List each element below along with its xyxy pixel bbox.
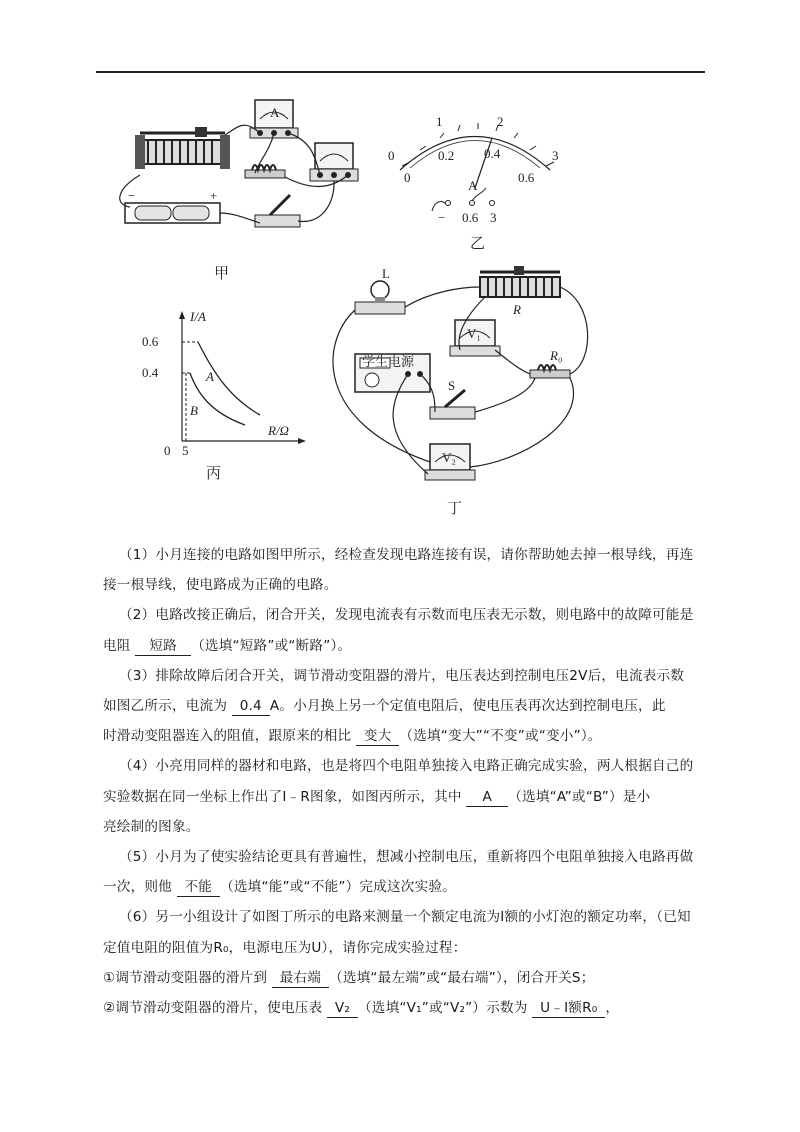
svg-text:V₁: V₁	[467, 326, 481, 341]
svg-text:B: B	[190, 403, 198, 418]
q5-line2	[103, 872, 703, 902]
top-rule	[96, 71, 705, 73]
q6-step2-answer2: U﹣I额R₀	[532, 999, 605, 1018]
q3-pre: 如图乙所示，电流为	[103, 698, 228, 715]
svg-text:0.6: 0.6	[462, 210, 479, 225]
caption-jia: 甲	[214, 264, 230, 282]
voltmeter-v2-icon	[425, 444, 475, 480]
svg-text:2: 2	[497, 114, 504, 129]
q3-post2: （选填“变大”“不变”或“变小”）。	[399, 728, 602, 745]
svg-text:0.4: 0.4	[484, 146, 501, 161]
q6-step2-answer1: V₂	[327, 999, 358, 1018]
q4-line2-text: 实验数据在同一坐标上作出了I﹣R图象，如图丙所示，其中	[103, 788, 462, 805]
q6-step2-post: ，	[605, 1000, 620, 1017]
caption-yi: 乙	[470, 234, 486, 252]
svg-text:学生电源: 学生电源	[362, 354, 415, 369]
svg-text:5: 5	[182, 443, 189, 458]
switch-icon	[430, 390, 475, 419]
q6-step2-mid: （选填“V₁”或“V₂”）示数为	[357, 1000, 528, 1017]
svg-text:I/A: I/A	[190, 309, 206, 324]
q1-line1: （1）小月连接的电路如图甲所示，经检查发现电路连接有误，请你帮助她去掉一根导线，再连	[119, 547, 694, 563]
q2-answer: 短路	[135, 637, 191, 656]
svg-text:3: 3	[490, 210, 497, 225]
q5-answer: 不能	[177, 878, 221, 897]
svg-text:0: 0	[164, 443, 171, 458]
figure-ding-circuit	[320, 262, 620, 492]
q3-pre2: 时滑动变阻器连入的阻值，跟原来的相比	[103, 728, 352, 745]
svg-text:A: A	[270, 105, 280, 120]
lamp-icon	[355, 281, 405, 314]
q2-line2	[103, 631, 703, 661]
q5-pre: 一次，则他	[103, 879, 172, 896]
q3-answer1: 0.4	[232, 697, 270, 716]
svg-text:−: −	[438, 210, 446, 225]
rheostat-icon	[135, 127, 230, 169]
caption-bing: 丙	[206, 464, 222, 482]
q2-line1: （2）电路改接正确后，闭合开关，发现电流表有示数而电压表无示数，则电路中的故障可能是	[119, 607, 694, 624]
caption-ding: 丁	[447, 499, 463, 517]
fixed-resistor-r0-icon	[530, 365, 570, 378]
power-supply-icon	[355, 354, 430, 392]
svg-text:−: −	[128, 188, 136, 203]
q6-step2-pre: ②调节滑动变阻器的滑片，使电压表	[103, 1000, 323, 1017]
svg-text:3: 3	[552, 148, 559, 163]
svg-text:R/Ω: R/Ω	[268, 423, 289, 438]
svg-text:0: 0	[388, 148, 395, 163]
q6-step1	[103, 963, 703, 993]
svg-text:0: 0	[404, 170, 411, 185]
q4-line2	[103, 782, 703, 812]
rheostat-icon	[480, 266, 560, 297]
q3-line3	[103, 721, 703, 751]
svg-text:A: A	[468, 178, 478, 193]
svg-text:0.4: 0.4	[142, 365, 159, 380]
q6-step2	[103, 993, 703, 1023]
svg-text:R: R	[513, 302, 521, 317]
svg-text:R₀: R₀	[550, 348, 563, 363]
question-text	[103, 540, 703, 1023]
voltmeter-icon	[310, 143, 358, 181]
q4-answer: A	[466, 788, 508, 807]
q3-answer2: 变大	[356, 727, 400, 746]
svg-text:A: A	[206, 369, 214, 384]
svg-text:1: 1	[436, 114, 443, 129]
q6-step1-post: （选填“最左端”或“最右端”），闭合开关S；	[329, 969, 595, 986]
q1-line2: 接一根导线，使电路成为正确的电路。	[103, 577, 338, 594]
svg-text:V₂: V₂	[442, 450, 456, 465]
q5-post: （选填“能”或“不能”）完成这次实验。	[220, 879, 456, 896]
q3-line1: （3）排除故障后闭合开关，调节滑动变阻器的滑片，电压表达到控制电压2V后，电流表示数	[119, 667, 685, 684]
q4-line1: （4）小亮用同样的器材和电路，也是将四个电阻单独接入电路正确完成实验，两人根据自己的	[119, 758, 694, 775]
svg-text:0.2: 0.2	[438, 148, 455, 163]
svg-text:S: S	[448, 378, 456, 393]
q5-line1: （5）小月为了使实验结论更具有普遍性，想减小控制电压，重新将四个电阻单独接入电路再做	[119, 849, 694, 866]
q3-mid: A。小月换上另一个定值电阻后，使电压表再次达到控制电压，此	[269, 698, 666, 715]
battery-icon	[125, 188, 220, 223]
q6-line1: （6）另一小组设计了如图丁所示的电路来测量一个额定电流为I额的小灯泡的额定功率，（已知	[119, 909, 691, 926]
svg-text:0.6: 0.6	[142, 334, 159, 349]
q4-post: （选填“A”或“B”）是小	[508, 788, 651, 805]
svg-text:+: +	[210, 188, 218, 203]
voltmeter-v1-icon	[450, 320, 500, 356]
q6-step1-answer: 最右端	[272, 969, 329, 988]
q2-post: （选填“短路”或“断路”）。	[191, 637, 352, 654]
q6-step1-pre: ①调节滑动变阻器的滑片到	[103, 969, 268, 986]
svg-text:L: L	[382, 266, 390, 281]
q6-line2: 定值电阻的阻值为R₀，电源电压为U），请你完成实验过程：	[103, 939, 467, 956]
ammeter-icon	[250, 100, 298, 138]
figure-bing-graph	[140, 305, 315, 460]
figure-yi-ammeter-scale	[380, 108, 580, 228]
q2-pre: 电阻	[103, 637, 131, 654]
figure-jia-circuit	[110, 95, 370, 245]
switch-icon	[255, 195, 300, 227]
q3-line2	[103, 691, 703, 721]
q4-line3: 亮绘制的图象。	[103, 818, 200, 835]
fixed-resistor-icon	[245, 165, 285, 178]
svg-text:0.6: 0.6	[518, 170, 535, 185]
